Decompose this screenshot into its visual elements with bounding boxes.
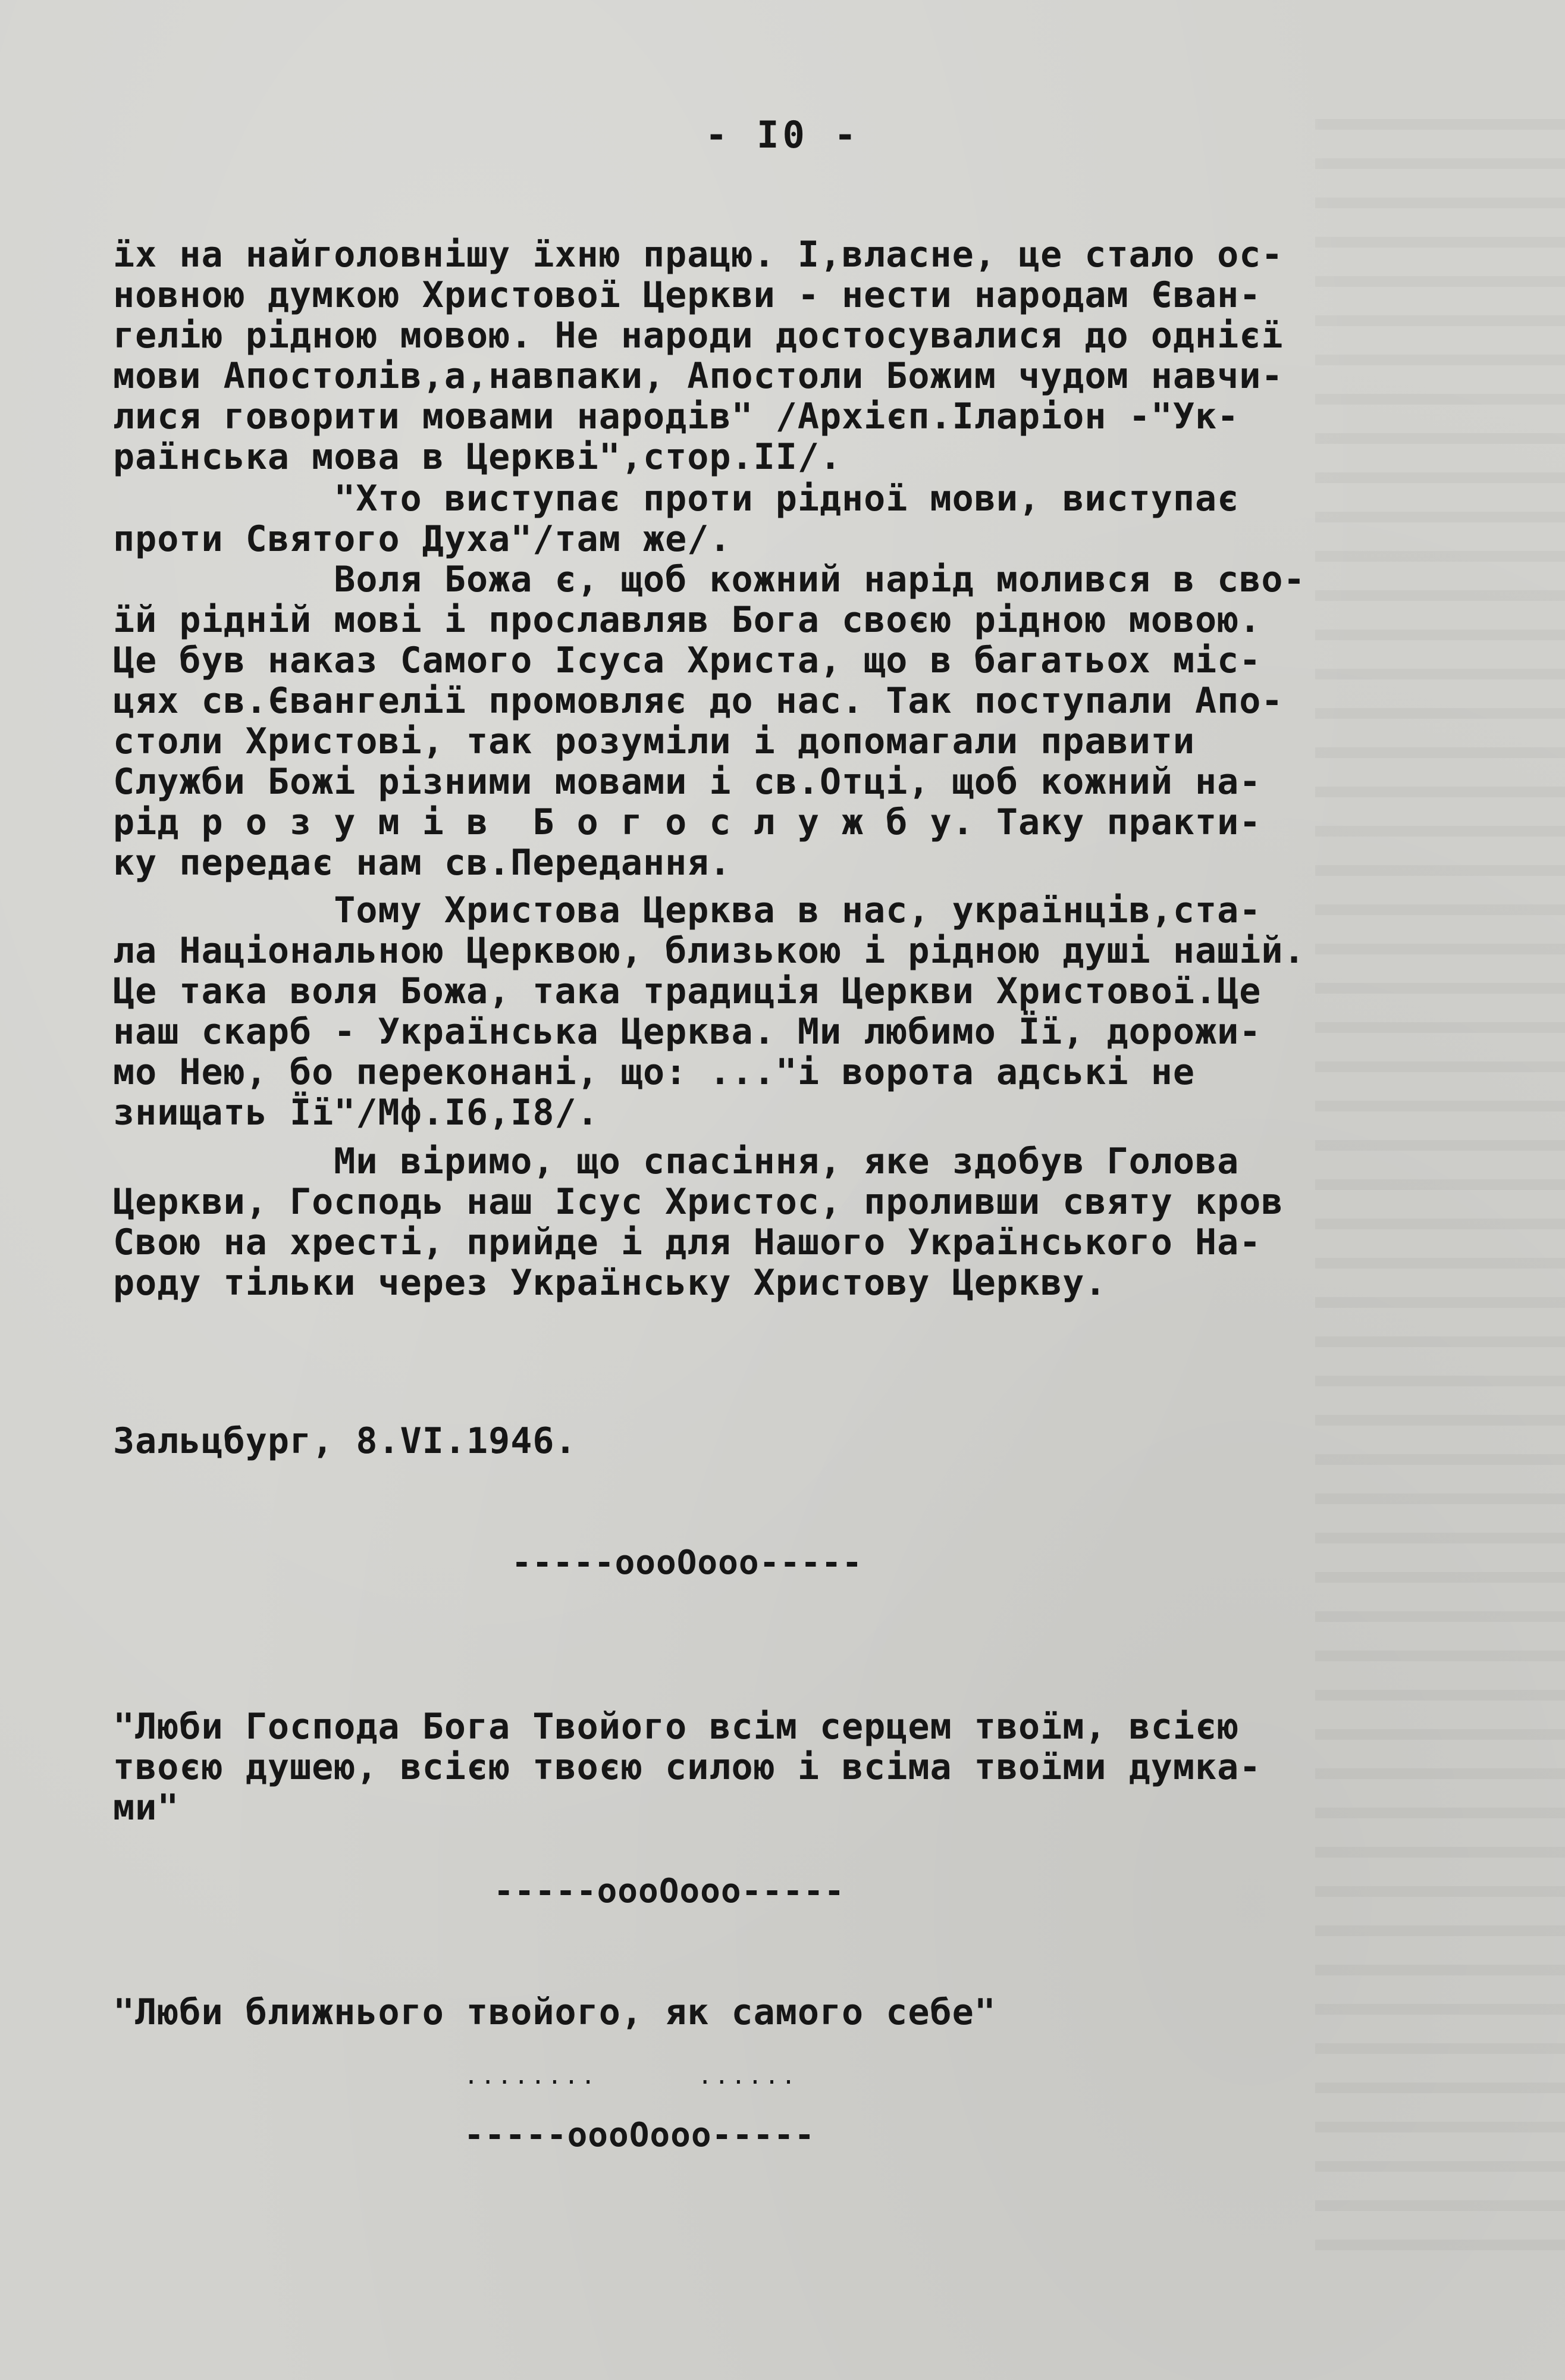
body-line: Воля Божа є, щоб кожний нарід молився в сво- (113, 559, 1306, 600)
body-line: знищать Її"/Мф.I6,I8/. (113, 1092, 599, 1133)
body-line: лися говорити мовами народів" /Архієп.Іларіон -"Ук- (113, 396, 1240, 437)
body-line: роду тільки через Українську Христову Церкву. (113, 1262, 1107, 1304)
body-line: Свою на хресті, прийде і для Нашого Українського На- (113, 1222, 1262, 1263)
body-line: проти Святого Духа"/там же/. (113, 518, 732, 560)
body-line: "Хто виступає проти рідної мови, виступає (113, 478, 1240, 519)
place-date-line: Зальцбург, 8.VI.1946. (113, 1420, 577, 1462)
body-line: гелію рідною мовою. Не народи достосувалися до однієї (113, 315, 1284, 356)
body-line: їй рідній мові і прославляв Бога своєю рідною мовою. (113, 599, 1262, 641)
body-line: новною думкою Христової Церкви - нести народам Єван- (113, 274, 1262, 316)
body-line: Ми віримо, що спасіння, яке здобув Голова (113, 1141, 1240, 1182)
quote-line: ми" (113, 1787, 180, 1828)
dotted-line: ........ ...... (464, 2062, 798, 2090)
page-number: - I0 - (705, 113, 860, 156)
quote-line: "Люби Господа Бога Твойого всім серцем твоїм, всією (113, 1706, 1240, 1748)
body-line: Це така воля Божа, така традиція Церкви Христової.Це (113, 970, 1262, 1012)
separator-ornament: -----oooOooo----- (494, 1872, 845, 1911)
body-line: мо Нею, бо переконані, що: ..."і ворота адські не (113, 1051, 1196, 1093)
body-line: Церкви, Господь наш Ісус Христос, проливши святу кров (113, 1181, 1284, 1223)
body-line: столи Христові, так розуміли і допомагали правити (113, 721, 1196, 762)
separator-ornament: -----oooOooo----- (464, 2116, 816, 2154)
body-line: наш скарб - Українська Церква. Ми любимо Її, дорожи- (113, 1011, 1262, 1053)
body-line: цях св.Євангелії промовляє до нас. Так поступали Апо- (113, 680, 1284, 722)
bleed-through-texture (1315, 119, 1565, 2261)
body-line: ку передає нам св.Передання. (113, 842, 732, 884)
body-line: раїнська мова в Церкві",стор.II/. (113, 436, 842, 478)
body-line: Це був наказ Самого Ісуса Христа, що в багатьох міс- (113, 640, 1262, 681)
quote-line: твоєю душею, всією твоєю силою і всіма твоїми думка- (113, 1746, 1262, 1788)
body-line: ла Національною Церквою, близькою і рідною душі нашій. (113, 930, 1306, 972)
body-line: Тому Христова Церква в нас, українців,ста- (113, 890, 1262, 931)
body-line: рід р о з у м і в Б о г о с л у ж б у. Таку практи- (113, 801, 1262, 843)
body-line: Служби Божі різними мовами і св.Отці, щоб кожний на- (113, 761, 1262, 803)
separator-ornament: -----oooOooo----- (512, 1543, 863, 1582)
body-line: їх на найголовнішу їхню працю. І,власне, це стало ос- (113, 234, 1284, 275)
body-line: мови Апостолів,а,навпаки, Апостоли Божим чудом навчи- (113, 355, 1284, 397)
quote-line: "Люби ближнього твойого, як самого себе" (113, 1991, 996, 2033)
